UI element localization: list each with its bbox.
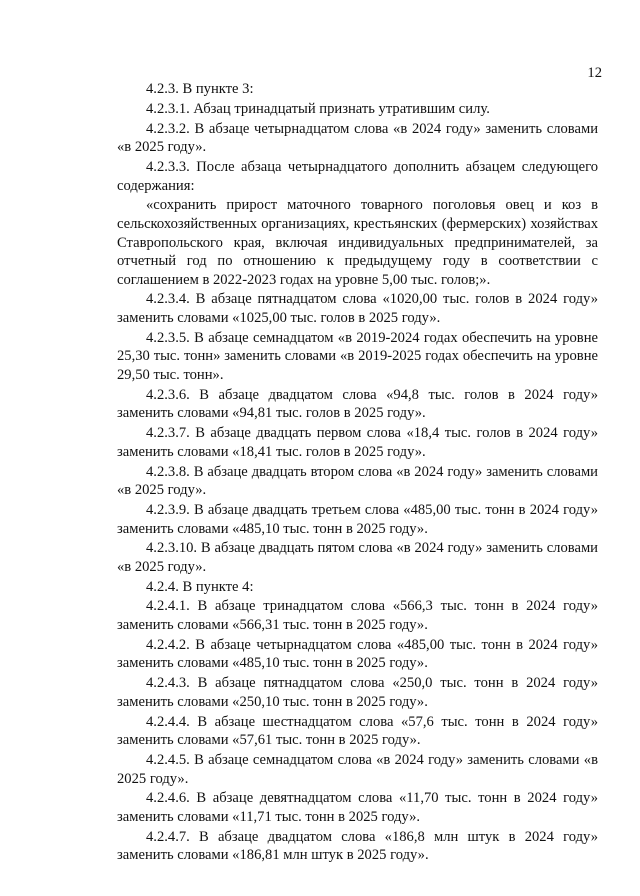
paragraph-4-2-3: 4.2.3. В пункте 3: — [146, 81, 254, 97]
paragraph-4-2-3-4: 4.2.3.4. В абзаце пятнадцатом слова «1020,00 тыс. голов в 2024 году» заменить словами «1025,00 тыс. голов в 2025 году». — [117, 291, 598, 327]
paragraph-4-2-3-6: 4.2.3.6. В абзаце двадцатом слова «94,8 тыс. голов в 2024 году» заменить словами «94,81 тыс. голов в 2025 году». — [117, 386, 598, 422]
paragraph-4-2-4-4: 4.2.4.4. В абзаце шестнадцатом слова «57,6 тыс. тонн в 2024 году» заменить словами «57,61 тыс. тонн в 2025 году». — [117, 713, 598, 749]
paragraph-4-2-4-6: 4.2.4.6. В абзаце девятнадцатом слова «11,70 тыс. тонн в 2024 году» заменить словами «11,71 тыс. тонн в 2025 году». — [117, 790, 598, 825]
paragraph-4-2-3-5: 4.2.3.5. В абзаце семнадцатом «в 2019-2024 годах обеспечить на уровне 25,30 тыс. тонн» заменить словами «в 2019-2025 годах обеспечить на уровне 29,50 тыс. тонн». — [117, 329, 598, 384]
paragraph-4-2-4: 4.2.4. В пункте 4: — [146, 578, 254, 595]
paragraph-4-2-3-8: 4.2.3.8. В абзаце двадцать втором слова «в 2024 году» заменить словами «в 2025 году». — [117, 463, 598, 499]
paragraph-4-2-4-3: 4.2.4.3. В абзаце пятнадцатом слова «250,0 тыс. тонн в 2024 году» заменить словами «250,10 тыс. тонн в 2025 году». — [117, 675, 598, 710]
inserted-quote-paragraph: «сохранить прирост маточного товарного поголовья овец и коз в сельскохозяйственных организациях, крестьянских (фермерских) хозяйствах Ставропольского края, включая индивидуальных предпринимателей, за отчетный год по отношению к предыдущему году в соответствии с соглашением в 2022-2023 годах на уровне 5,00 тыс. голов;». — [117, 197, 598, 288]
paragraph-4-2-4-5: 4.2.4.5. В абзаце семнадцатом слова «в 2024 году» заменить словами «в 2025 году». — [117, 751, 598, 787]
paragraph-4-2-3-1: 4.2.3.1. Абзац тринадцатый признать утратившим силу. — [146, 100, 490, 117]
paragraph-4-2-4-1: 4.2.4.1. В абзаце тринадцатом слова «566,3 тыс. тонн в 2024 году» заменить словами «566,31 тыс. тонн в 2025 году». — [117, 598, 598, 634]
paragraph-4-2-3-10: 4.2.3.10. В абзаце двадцать пятом слова «в 2024 году» заменить словами «в 2025 году». — [117, 540, 598, 575]
page-number: 12 — [587, 65, 602, 81]
paragraph-4-2-4-2: 4.2.4.2. В абзаце четырнадцатом слова «485,00 тыс. тонн в 2024 году» заменить словами «485,10 тыс. тонн в 2025 году». — [117, 636, 598, 672]
paragraph-4-2-3-2: 4.2.3.2. В абзаце четырнадцатом слова «в 2024 году» заменить словами «в 2025 году». — [117, 120, 598, 156]
paragraph-4-2-3-7: 4.2.3.7. В абзаце двадцать первом слова «18,4 тыс. голов в 2024 году» заменить словами «18,41 тыс. голов в 2025 году». — [117, 425, 598, 460]
paragraph-4-2-3-3: 4.2.3.3. После абзаца четырнадцатого дополнить абзацем следующего содержания: — [117, 158, 598, 194]
paragraph-4-2-4-7: 4.2.4.7. В абзаце двадцатом слова «186,8 млн штук в 2024 году» заменить словами «186,81 млн штук в 2025 году». — [117, 828, 598, 864]
document-body — [117, 80, 598, 866]
paragraph-4-2-3-9: 4.2.3.9. В абзаце двадцать третьем слова «485,00 тыс. тонн в 2024 году» заменить словами «485,10 тыс. тонн в 2025 году». — [117, 501, 598, 537]
